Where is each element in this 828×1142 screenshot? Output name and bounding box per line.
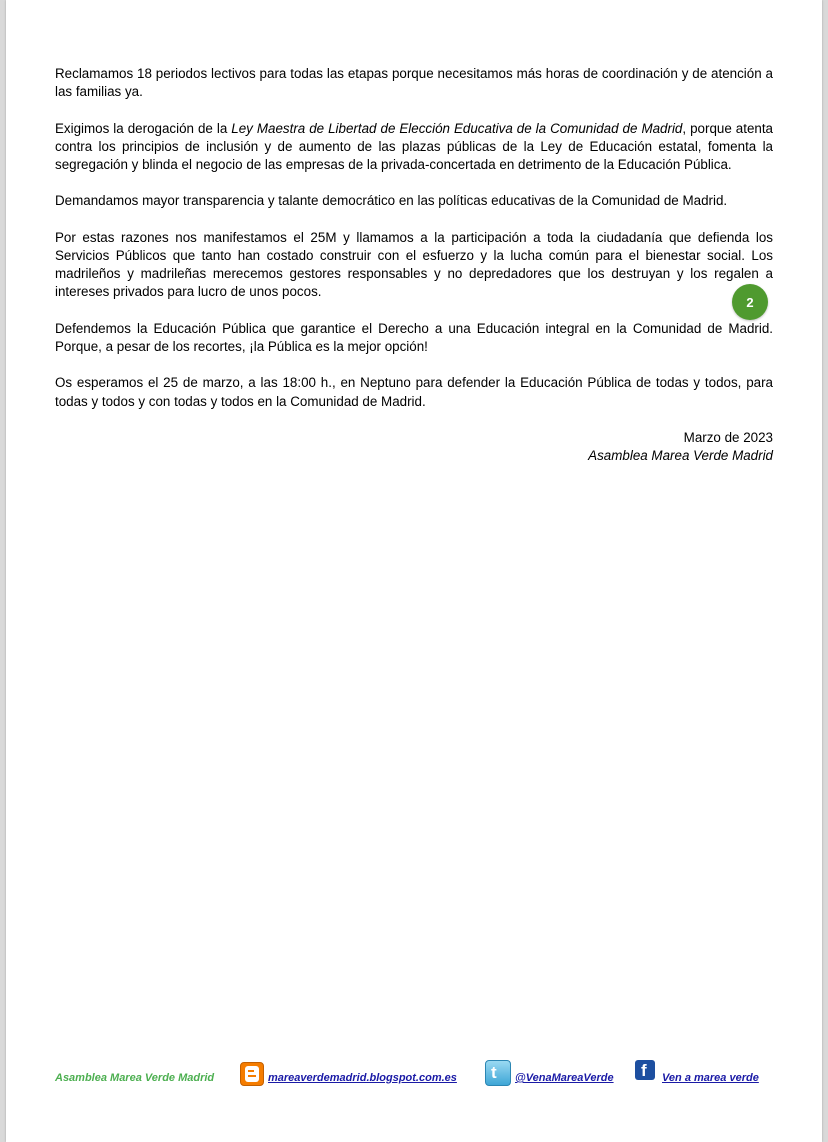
footer-org-name: Asamblea Marea Verde Madrid bbox=[55, 1072, 215, 1084]
paragraph-convocatoria: Os esperamos el 25 de marzo, a las 18:00 h., en Neptuno para defender la Educación Pública de todas y todos, para todas y todos y con todas y todos en la Comunidad de Madrid. bbox=[55, 375, 773, 409]
blog-link[interactable]: mareaverdemadrid.blogspot.com.es bbox=[268, 1072, 457, 1084]
paragraph-defendemos: Defendemos la Educación Pública que garantice el Derecho a una Educación integral en la Comunidad de Madrid. Porque, a pesar de los recortes, ¡la Pública es la mejor opción! bbox=[55, 320, 773, 354]
twitter-link[interactable]: @VenaMareaVerde bbox=[515, 1072, 614, 1084]
paragraph-derogacion-start: Exigimos la derogación de la bbox=[55, 120, 232, 136]
paragraph-derogacion bbox=[55, 120, 773, 175]
paragraph-transparencia: Demandamos mayor transparencia y talante democrático en las políticas educativas de la Comunidad de Madrid. bbox=[55, 193, 728, 209]
twitter-icon: t bbox=[485, 1060, 511, 1086]
document-page bbox=[6, 0, 822, 1142]
ley-maestra-title: Ley Maestra de Libertad de Elección Educativa de la Comunidad de Madrid bbox=[231, 120, 683, 136]
page-number-badge[interactable]: 2 bbox=[732, 284, 768, 320]
facebook-icon: f bbox=[635, 1060, 655, 1080]
signature-date: Marzo de 2023 bbox=[683, 429, 773, 445]
document-body bbox=[55, 65, 773, 465]
blogger-icon bbox=[240, 1062, 264, 1086]
signature-block bbox=[55, 429, 773, 465]
paragraph-periodos: Reclamamos 18 periodos lectivos para todas las etapas porque necesitamos más horas de coordinación y de atención a las familias ya. bbox=[55, 66, 773, 100]
signature-org: Asamblea Marea Verde Madrid bbox=[588, 448, 773, 464]
footer bbox=[55, 1062, 795, 1090]
facebook-link[interactable]: Ven a marea verde bbox=[662, 1072, 759, 1084]
paragraph-razones: Por estas razones nos manifestamos el 25M y llamamos a la participación a toda la ciudadanía que defienda los Servicios Públicos que tanto han costado construir con el esfuerzo y la lucha común para el bienestar social. Los madrileños y madrileñas merecemos gestores responsables y no depredadores que los destruyan y los regalen a intereses privados para lucro de unos pocos. bbox=[55, 229, 773, 300]
paragraph-derogacion-end: , porque atenta contra los principios de inclusión y de aumento de las plazas públicas de la Ley de Educación estatal, fomenta la segregación y blinda el negocio de las empresas de la privada-concertada en detrimento de la Educación Pública. bbox=[55, 120, 774, 172]
